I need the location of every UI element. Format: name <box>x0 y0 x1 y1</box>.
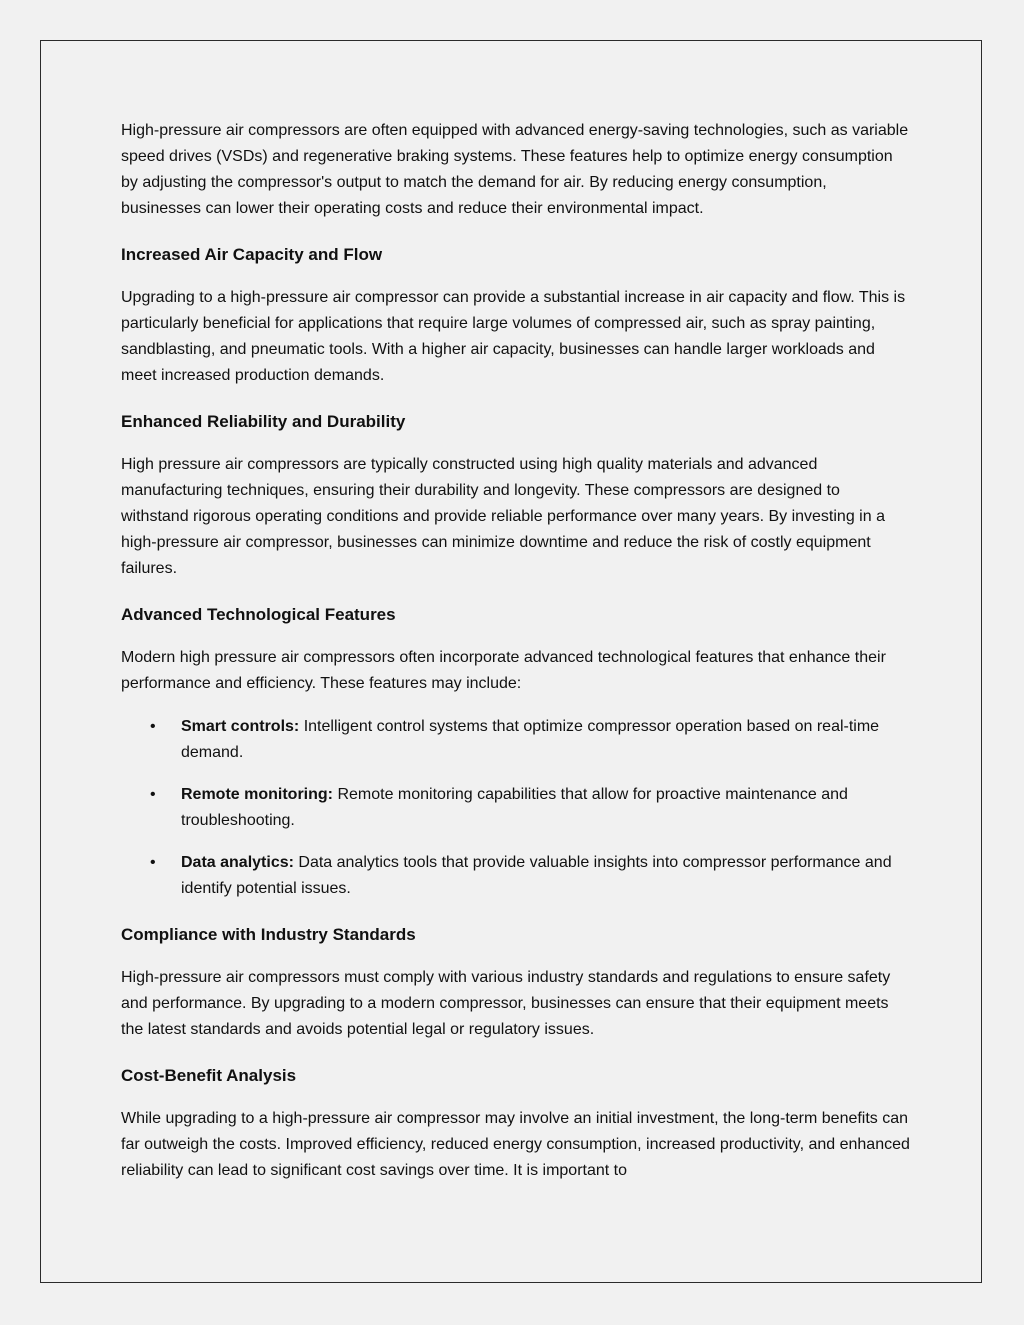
feature-description: Remote monitoring capabilities that allow for proactive maintenance and troubleshooting. <box>181 786 848 829</box>
paragraph-reliability: High pressure air compressors are typically constructed using high quality materials and advanced manufacturing techniques, ensuring their durability and longevity. These compressors are designed to withstand rigorous operating conditions and provide reliable performance over many years. By investing in a high-pressure air compressor, businesses can minimize downtime and reduce the risk of costly equipment failures. <box>121 456 885 577</box>
list-item <box>150 714 911 766</box>
feature-list <box>121 714 911 902</box>
bullet-icon: • <box>150 718 156 735</box>
intro-paragraph: High-pressure air compressors are often equipped with advanced energy-saving technologies, such as variable speed drives (VSDs) and regenerative braking systems. These features help to optimize energy consumption by adjusting the compressor's output to match the demand for air. By reducing energy consumption, businesses can lower their operating costs and reduce their environmental impact. <box>121 122 909 217</box>
feature-term: Smart controls: <box>181 718 300 735</box>
bullet-icon: • <box>150 786 156 803</box>
heading-compliance: Compliance with Industry Standards <box>121 925 416 944</box>
bullet-icon: • <box>150 854 156 871</box>
feature-description: Data analytics tools that provide valuable insights into compressor performance and identify potential issues. <box>181 854 892 897</box>
feature-term: Data analytics: <box>181 854 294 871</box>
document-body <box>121 118 911 1184</box>
heading-air-capacity: Increased Air Capacity and Flow <box>121 245 383 264</box>
feature-term: Remote monitoring: <box>181 786 333 803</box>
feature-description: Intelligent control systems that optimize compressor operation based on real-time demand. <box>181 718 880 761</box>
list-item <box>150 850 911 902</box>
paragraph-compliance: High-pressure air compressors must comply with various industry standards and regulations to ensure safety and performance. By upgrading to a modern compressor, businesses can ensure that their equipment meets the latest standards and avoids potential legal or regulatory issues. <box>121 969 891 1038</box>
paragraph-air-capacity: Upgrading to a high-pressure air compressor can provide a substantial increase in air capacity and flow. This is particularly beneficial for applications that require large volumes of compressed air, such as spray painting, sandblasting, and pneumatic tools. With a higher air capacity, businesses can handle larger workloads and meet increased production demands. <box>121 289 906 384</box>
heading-reliability: Enhanced Reliability and Durability <box>121 412 406 431</box>
heading-technological-features: Advanced Technological Features <box>121 605 396 624</box>
paragraph-technological-features: Modern high pressure air compressors often incorporate advanced technological features that enhance their performance and efficiency. These features may include: <box>121 649 886 692</box>
list-item <box>150 782 911 834</box>
paragraph-cost-benefit: While upgrading to a high-pressure air compressor may involve an initial investment, the long-term benefits can far outweigh the costs. Improved efficiency, reduced energy consumption, increased productivity, and enhanced reliability can lead to significant cost savings over time. It is important to <box>121 1110 910 1179</box>
heading-cost-benefit: Cost-Benefit Analysis <box>121 1066 297 1085</box>
